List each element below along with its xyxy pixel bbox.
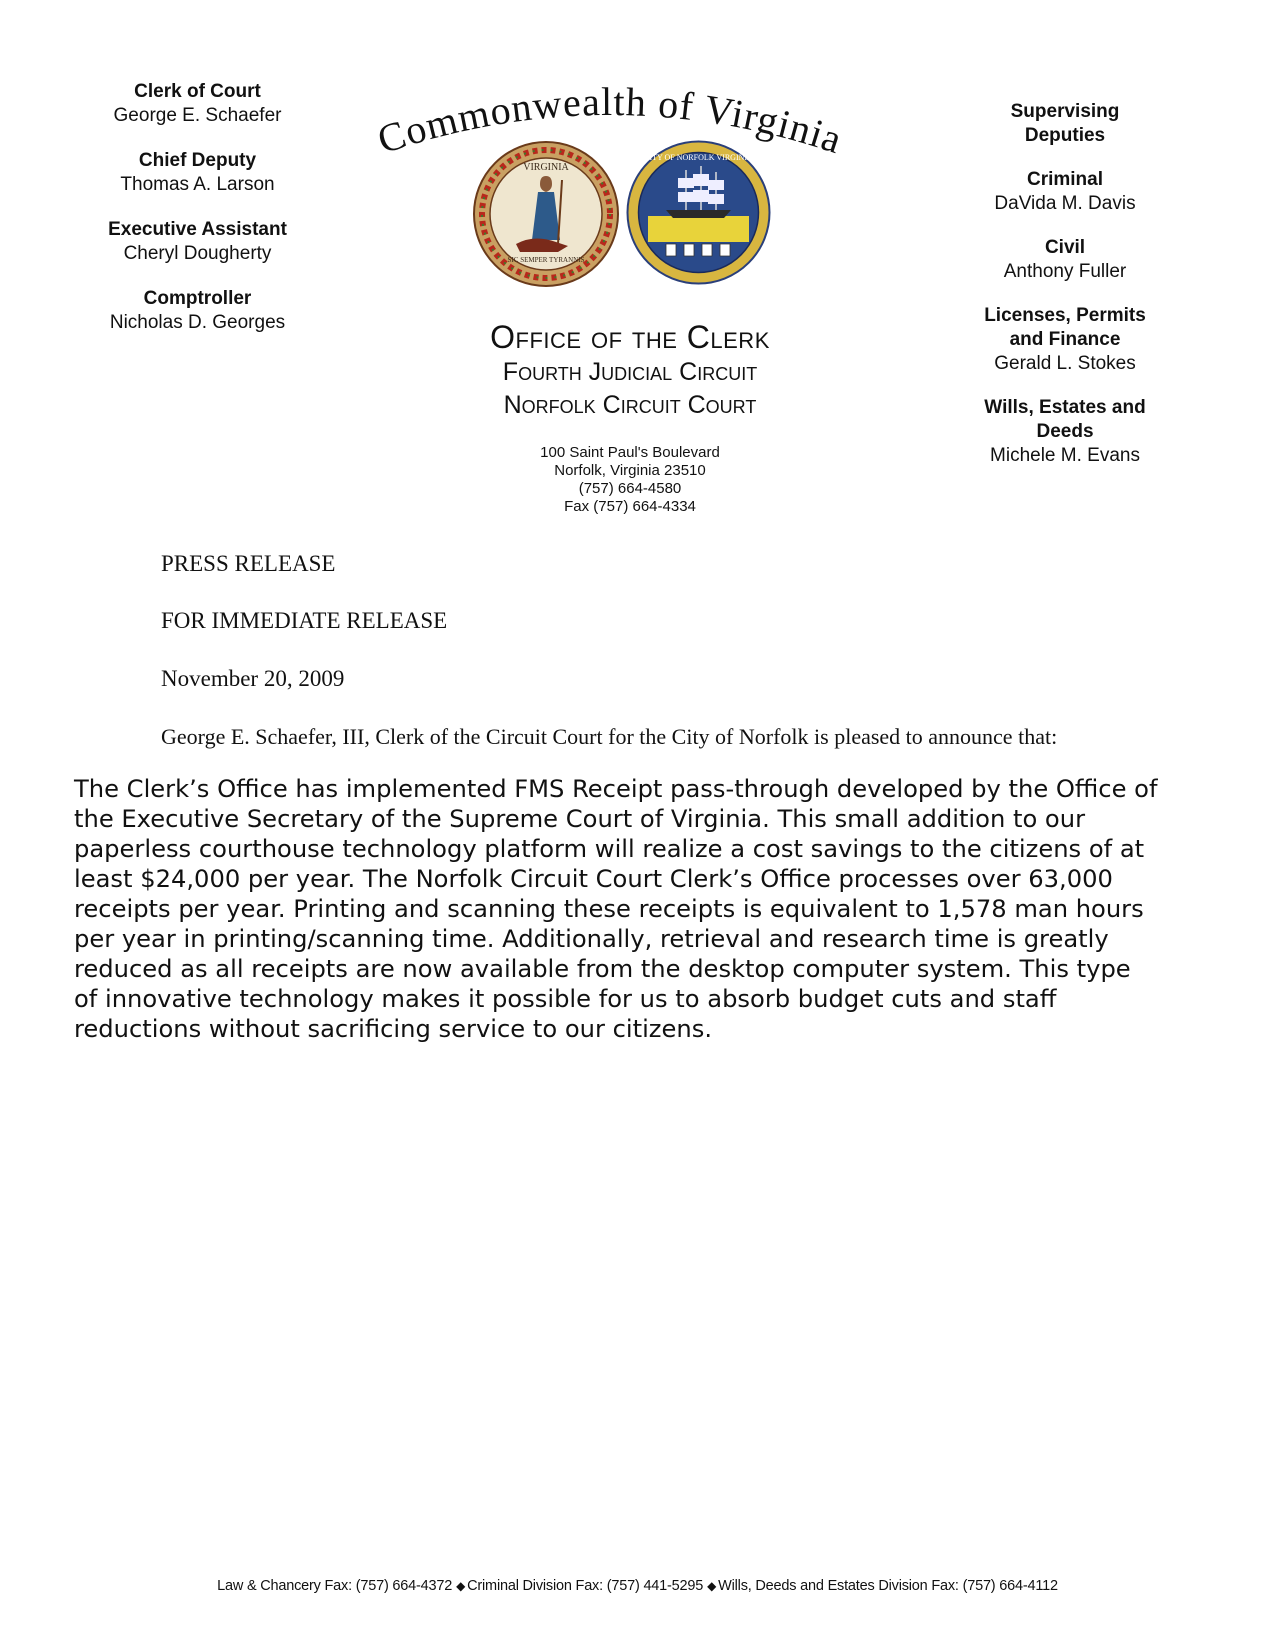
press-release-label: PRESS RELEASE [161, 551, 336, 576]
right-staff-column [960, 100, 1170, 488]
release-date: November 20, 2009 [161, 666, 345, 691]
diamond-bullet-icon: ◆ [456, 1579, 466, 1593]
staff-name: Anthony Fuller [1003, 261, 1127, 282]
staff-title: Criminal [1026, 169, 1104, 190]
staff-title: and Finance [1009, 329, 1121, 350]
staff-title: Comptroller [143, 288, 252, 309]
staff-name: Gerald L. Stokes [994, 353, 1136, 374]
left-staff-column [85, 80, 310, 356]
staff-name: Cheryl Dougherty [123, 243, 272, 264]
footer-fax-numbers [0, 1578, 1275, 1594]
law-chancery-fax: Law & Chancery Fax: (757) 664-4372 [217, 1578, 453, 1594]
staff-title: Licenses, Permits [984, 305, 1146, 326]
immediate-release-label: FOR IMMEDIATE RELEASE [161, 608, 448, 633]
body-line: least $24,000 per year. The Norfolk Circuit Court Clerk’s Office processes over 63,000 [74, 865, 1113, 893]
office-title-block [400, 318, 860, 422]
body-line: reduced as all receipts are now available from the desktop computer system. This type [74, 955, 1131, 983]
staff-entry-wills [960, 396, 1170, 468]
circuit-title: Fourth Judicial Circuit [502, 358, 758, 386]
press-release-body [74, 774, 1204, 1044]
criminal-fax: Criminal Division Fax: (757) 441-5295 [467, 1578, 704, 1594]
address-phone: (757) 664-4580 [578, 480, 682, 497]
address-fax: Fax (757) 664-4334 [564, 498, 696, 515]
intro-sentence: George E. Schaefer, III, Clerk of the Circuit Court for the City of Norfolk is pleased to announce that: [161, 724, 1058, 749]
supervising-deputies-heading [960, 100, 1170, 148]
staff-title: Chief Deputy [138, 150, 257, 171]
diamond-bullet-icon: ◆ [707, 1579, 717, 1593]
staff-entry-clerk [85, 80, 310, 128]
address-city: Norfolk, Virginia 23510 [554, 462, 706, 479]
staff-title: Deeds [1036, 421, 1094, 442]
staff-title: Clerk of Court [134, 81, 261, 102]
heading-line: Deputies [1024, 125, 1106, 146]
body-line: The Clerk’s Office has implemented FMS Receipt pass-through developed by the Office of [74, 775, 1158, 803]
seal-norfolk-text: CITY OF NORFOLK VIRGINIA [644, 153, 753, 162]
body-line: per year in printing/scanning time. Additionally, retrieval and research time is greatly [74, 925, 1109, 953]
body-line: reductions without sacrificing service to our citizens. [74, 1015, 713, 1043]
staff-name: Michele M. Evans [990, 445, 1140, 466]
heading-line: Supervising [1010, 101, 1120, 122]
staff-name: DaVida M. Davis [994, 193, 1136, 214]
staff-title: Civil [1044, 237, 1086, 258]
staff-entry-licenses [960, 304, 1170, 376]
staff-name: George E. Schaefer [113, 105, 282, 126]
wills-fax: Wills, Deeds and Estates Division Fax: (757) 664-4112 [718, 1578, 1058, 1594]
staff-title: Executive Assistant [108, 219, 287, 240]
staff-title: Wills, Estates and [984, 397, 1146, 418]
norfolk-seal-icon [626, 140, 771, 285]
address-street: 100 Saint Paul's Boulevard [540, 444, 720, 461]
body-line: the Executive Secretary of the Supreme Court of Virginia. This small addition to our [74, 805, 1086, 833]
staff-entry-executive-assistant [85, 218, 310, 266]
seal-va-motto: SIC SEMPER TYRANNIS [507, 256, 585, 264]
court-title: Norfolk Circuit Court [503, 391, 757, 419]
virginia-seal-icon [472, 140, 620, 288]
commonwealth-text: Commonwealth of Virginia [372, 78, 849, 163]
office-title: Office of the Clerk [490, 319, 770, 355]
seal-va-text: VIRGINIA [523, 162, 569, 173]
office-address [480, 444, 780, 516]
staff-entry-civil [960, 236, 1170, 284]
staff-entry-chief-deputy [85, 149, 310, 197]
body-line: of innovative technology makes it possible for us to absorb budget cuts and staff [74, 985, 1057, 1013]
staff-name: Thomas A. Larson [120, 174, 275, 195]
staff-entry-criminal [960, 168, 1170, 216]
body-line: paperless courthouse technology platform will realize a cost savings to the citizens of at [74, 835, 1145, 863]
staff-entry-comptroller [85, 287, 310, 335]
body-line: receipts per year. Printing and scanning these receipts is equivalent to 1,578 man hours [74, 895, 1144, 923]
staff-name: Nicholas D. Georges [109, 312, 286, 333]
